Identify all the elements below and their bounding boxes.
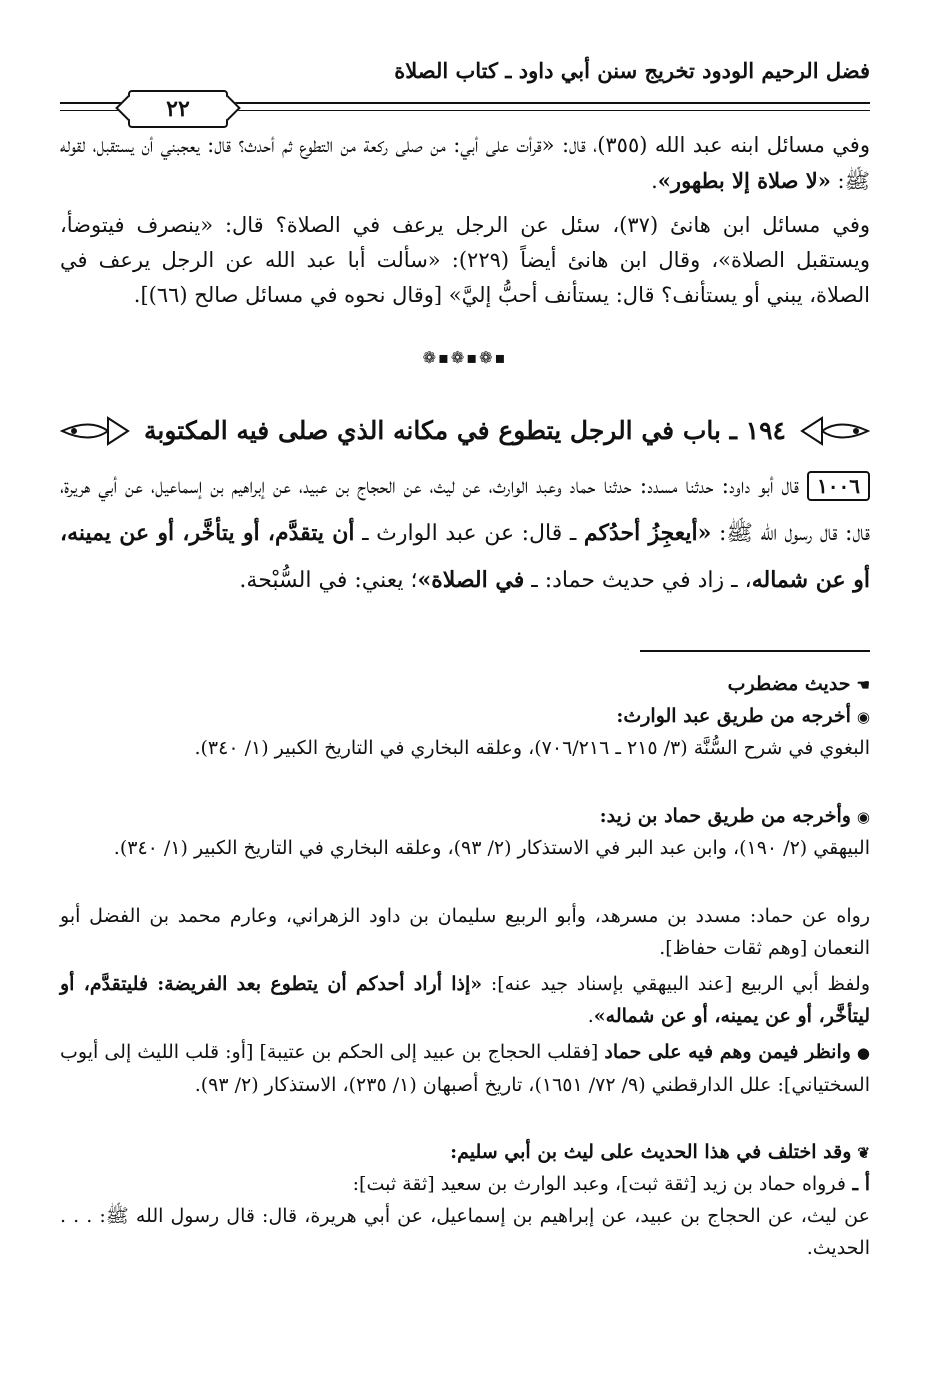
note-disagreement xyxy=(60,1136,870,1169)
leaf-icon: ❦ xyxy=(857,1144,870,1162)
running-header xyxy=(60,58,870,122)
intro-paragraph-2: وفي مسائل ابن هانئ (٣٧)، سئل عن الرجل يرعف في الصلاة؟ قال: «ينصرف فيتوضأ، ويستقبل الصلاة»، وقال ابن هانئ أيضاً (٢٢٩): «سألت أبا عبد الله عن الرجل يرعف في الصلاة، يبني أو يستأنف؟ قال: يستأنف أحبُّ إليَّ» [وقال نحوه في مسائل صالح (٦٦)]. xyxy=(60,213,871,307)
book-page xyxy=(60,40,870,1350)
note-route-1-sources: البغوي في شرح السُّنَّة (٣/ ٢١٥ ـ ٧٠٦/٢١٦)، وعلقه البخاري في التاريخ الكبير (١/ ٣٤٠). xyxy=(194,737,870,759)
note-route-2-sources: البيهقي (٢/ ١٩٠)، وابن عبد البر في الاستذكار (٢/ ٩٣)، وعلقه البخاري في التاريخ الكبير (١/ ٣٤٠). xyxy=(113,837,870,859)
note-version-a-chain: عن ليث، عن الحجاج بن عبيد، عن إبراهيم بن إسماعيل، عن أبي هريرة، قال: قال رسول الله ﷺ: . . . الحديث. xyxy=(60,1205,870,1259)
hadith-gloss: ؛ يعني: في السُّبْحة. xyxy=(239,568,418,593)
chapter-title: ١٩٤ ـ باب في الرجل يتطوع في مكانه الذي صلى فيه المكتوبة xyxy=(144,416,786,445)
hadith-matn-2: أن يتقدَّم، أو يتأخَّر، أو عن يمينه، أو عن شماله xyxy=(60,520,870,593)
note-version-a-text: فرواه حماد بن زيد [ثقة ثبت]، وعبد الوارث بن سعيد [ثقة ثبت]: xyxy=(352,1173,846,1195)
note-route-2-text: وأخرجه من طريق حماد بن زيد: xyxy=(599,805,851,827)
bullet-icon: ◉ xyxy=(856,808,870,826)
note-wording-quote: «إذا أراد أحدكم أن يتطوع بعد الفريضة: فليتقدَّم، أو ليتأخَّر، أو عن يمينه، أو عن شماله» xyxy=(60,973,870,1027)
note-version-a xyxy=(60,1168,870,1200)
intro-text-1: وفي مسائل ابنه عبد الله (٣٥٥)، قال: «قرأت على أبي: من صلى ركعة من التطوع ثم أحدث؟ قال: يعجبني أن يستقبل، لقوله ﷺ: xyxy=(60,133,870,193)
note-wording-intro: ولفظ أبي الربيع [عند البيهقي بإسناد جيد عنه]: xyxy=(482,973,871,995)
intro-text-1-end: . xyxy=(651,169,658,193)
intro-paragraph-1 xyxy=(60,128,870,199)
note-see-also-lead: وانظر فيمن وهم فيه على حماد xyxy=(604,1041,851,1063)
hadith-matn-1: «أيعجِزُ أحدُكم xyxy=(583,520,712,546)
note-disagreement-text: وقد اختلف في هذا الحديث على ليث بن أبي سليم: xyxy=(450,1141,852,1163)
hadith-number: ١٠٠٦ xyxy=(807,471,870,501)
section-ornament: ❁▪❁▪❁▪ xyxy=(422,348,508,367)
dot-icon: ● xyxy=(856,1044,870,1062)
page-number: ٢٢ xyxy=(128,90,228,128)
ornament-right-icon xyxy=(800,414,870,448)
bullet-icon: ◉ xyxy=(856,708,870,726)
intro-quote-1: «لا صلاة إلا بطهور» xyxy=(657,168,831,193)
note-grade-text: حديث مضطرب xyxy=(727,673,851,695)
note-wording-end: . xyxy=(587,1005,594,1027)
note-route-2-heading xyxy=(60,800,870,833)
hand-icon: ☚ xyxy=(856,676,870,694)
note-wording xyxy=(60,968,870,1032)
footnote-separator xyxy=(640,650,870,652)
hadith-text xyxy=(60,464,870,604)
note-version-a-label: أ ـ xyxy=(845,1173,870,1195)
note-route-1-text: أخرجه من طريق عبد الوارث: xyxy=(616,705,851,727)
hadith-aside-1: ـ قال: عن عبد الوارث ـ xyxy=(354,521,584,546)
note-see-also xyxy=(60,1036,870,1101)
note-route-1-heading xyxy=(60,700,870,733)
note-see-also-text: [فقلب الحجاج بن عبيد إلى الحكم بن عتيبة] [أو: قلب الليث إلى أيوب السختياني]: علل الدارقطني (٩/ ٧٢/ ١٦٥١)، تاريخ أصبهان (١/ ٢٣٥)، الاستذكار (٢/ ٩٣). xyxy=(60,1041,870,1096)
hadith-aside-2: ، ـ زاد في حديث حماد: ـ xyxy=(524,568,752,593)
note-grade xyxy=(60,668,870,701)
note-narrators: رواه عن حماد: مسدد بن مسرهد، وأبو الربيع سليمان بن داود الزهراني، وعارم محمد بن الفضل أبو النعمان [وهم ثقات حفاظ]. xyxy=(60,905,870,959)
chapter-heading xyxy=(60,408,870,454)
ornament-left-icon xyxy=(60,414,130,448)
header-title: فضل الرحيم الودود تخريج سنن أبي داود ـ كتاب الصلاة xyxy=(394,58,870,83)
hadith-isnad: قال أبو داود: حدثنا مسدد: حدثنا حماد وعبد الوارث، عن ليث، عن الحجاج بن عبيد، عن إبراهيم بن إسماعيل، عن أبي هريرة، قال: قال رسول الله ﷺ: xyxy=(60,474,870,546)
hadith-matn-3: في الصلاة» xyxy=(417,567,525,593)
